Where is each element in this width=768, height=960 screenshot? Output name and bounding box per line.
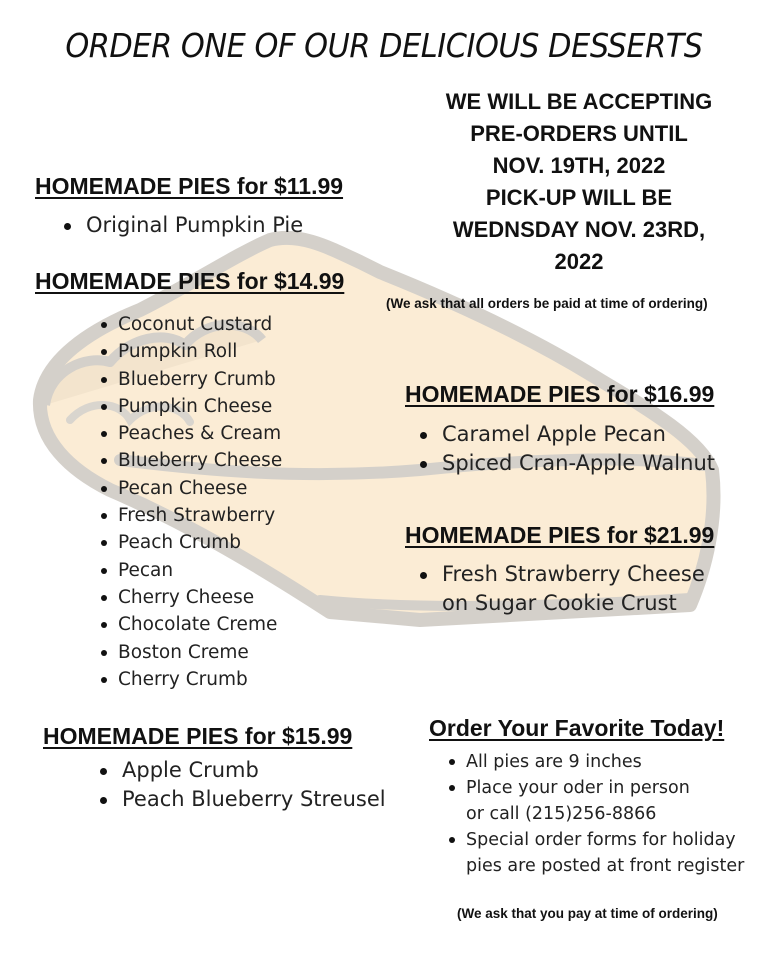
list-item: Cherry Cheese: [99, 584, 282, 611]
list-item: Boston Creme: [99, 639, 282, 666]
notice-line: 2022: [554, 249, 604, 274]
list-item: Fresh Strawberry: [99, 502, 282, 529]
notice-line: PRE-ORDERS UNTIL: [470, 121, 688, 146]
list-item: Peach Blueberry Streusel: [96, 785, 386, 814]
list-item: Peaches & Cream: [99, 420, 282, 447]
order-heading: Order Your Favorite Today!: [429, 715, 725, 741]
list-item: Chocolate Creme: [99, 611, 282, 638]
notice-line: WEDNSDAY NOV. 23RD,: [452, 217, 706, 242]
list-item: Peach Crumb: [99, 529, 282, 556]
order-info-list: [447, 749, 747, 879]
list-item: Spiced Cran-Apple Walnut: [416, 449, 715, 478]
list-item: Pecan Cheese: [99, 475, 282, 502]
list-item: Pumpkin Roll: [99, 338, 282, 365]
list-item: All pies are 9 inches: [447, 749, 747, 775]
notice-line: NOV. 19TH, 2022: [492, 153, 666, 178]
list-item: Place your oder in person or call (215)256-8866: [447, 775, 711, 827]
section-heading-2199: HOMEMADE PIES for $21.99: [405, 522, 715, 548]
list-item: Fresh Strawberry Cheese on Sugar Cookie Crust: [416, 560, 716, 618]
section-heading-1499: HOMEMADE PIES for $14.99: [35, 268, 345, 294]
section-heading-1699: HOMEMADE PIES for $16.99: [405, 381, 715, 407]
list-item: Coconut Custard: [99, 311, 282, 338]
page-title: ORDER ONE OF OUR DELICIOUS DESSERTS: [65, 26, 703, 65]
list-item: Apple Crumb: [96, 756, 386, 785]
notice-line: PICK-UP WILL BE: [485, 185, 673, 210]
list-pies-1599: [96, 756, 386, 814]
list-pies-1699: [416, 420, 715, 478]
list-item: Original Pumpkin Pie: [60, 211, 303, 240]
section-heading-1199: HOMEMADE PIES for $11.99: [35, 173, 344, 199]
list-item: Blueberry Cheese: [99, 447, 282, 474]
list-pies-1199: [60, 211, 303, 240]
list-item: Caramel Apple Pecan: [416, 420, 715, 449]
list-pies-2199: [416, 560, 716, 618]
footer-payment-note: (We ask that you pay at time of ordering): [457, 906, 718, 921]
list-item: Pecan: [99, 557, 282, 584]
section-heading-1599: HOMEMADE PIES for $15.99: [43, 723, 353, 749]
list-item: Pumpkin Cheese: [99, 393, 282, 420]
list-pies-1499: [99, 311, 282, 693]
notice-line: WE WILL BE ACCEPTING: [445, 89, 713, 114]
list-item: Blueberry Crumb: [99, 366, 282, 393]
list-item: Special order forms for holiday pies are posted at front register: [447, 827, 751, 879]
list-item: Cherry Crumb: [99, 666, 282, 693]
preorder-notice: [420, 86, 738, 278]
payment-note: (We ask that all orders be paid at time of ordering): [386, 296, 708, 311]
